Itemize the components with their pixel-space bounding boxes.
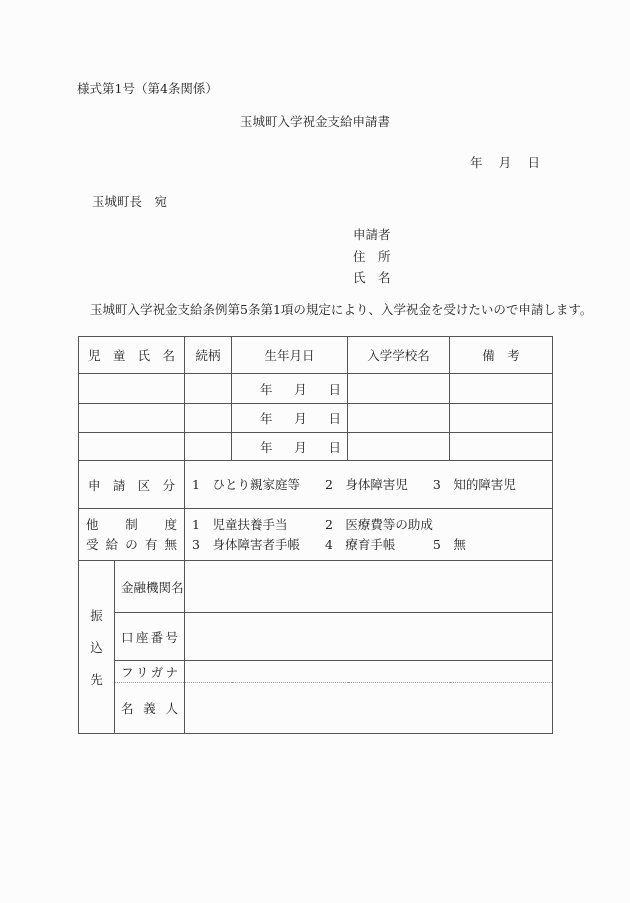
furigana-input-cell <box>185 661 553 683</box>
applicant-name-label: 氏 名 <box>353 270 391 286</box>
account-number-row <box>79 613 553 661</box>
child-name-input-cell <box>79 433 185 461</box>
header-school-name: 入学学校名 <box>348 337 450 374</box>
bank-name-input-cell <box>185 561 553 613</box>
transfer-destination-label: 振 込 先 <box>90 608 103 687</box>
header-relationship: 続柄 <box>185 337 232 374</box>
child-row <box>79 374 553 404</box>
account-holder-label: 名 義 人 <box>121 701 178 716</box>
remarks-input-cell <box>450 433 553 461</box>
children-table <box>78 336 553 734</box>
relationship-input-cell <box>185 374 232 404</box>
account-number-input-cell <box>185 613 553 661</box>
table-header-row <box>79 337 553 374</box>
account-holder-row <box>79 683 553 734</box>
account-holder-input-cell <box>185 683 553 734</box>
page-title: 玉城町入学祝金支給申請書 <box>239 114 390 129</box>
applicant-address-label: 住 所 <box>353 248 391 264</box>
child-name-input-cell <box>79 404 185 433</box>
birth-date-cell: 年 月 日 <box>260 439 341 455</box>
header-birth-date: 生年月日 <box>232 337 348 374</box>
date-field: 年 月 日 <box>470 155 540 170</box>
account-number-label: 口 座 番 号 <box>121 629 178 645</box>
child-row <box>79 404 553 433</box>
school-name-input-cell <box>348 404 450 433</box>
addressee: 玉城町長 宛 <box>92 194 168 209</box>
school-name-input-cell <box>348 433 450 461</box>
birth-date-cell: 年 月 日 <box>260 411 341 426</box>
birth-date-cell: 年 月 日 <box>260 381 341 397</box>
applicant-block <box>353 224 391 289</box>
application-category-row <box>79 461 553 509</box>
furigana-label: フ リ ガ ナ <box>121 664 178 680</box>
furigana-row <box>79 661 553 683</box>
remarks-input-cell <box>450 404 553 433</box>
application-category-label: 申 請 区 分 <box>88 477 175 493</box>
bank-name-label: 金 融 機 関 名 <box>121 579 184 595</box>
applicant-label: 申請者 <box>353 227 391 242</box>
body-text: 玉城町入学祝金支給条例第5条第1項の規定により、入学祝金を受けたいので申請します。 <box>90 302 593 317</box>
bank-name-row <box>79 561 553 613</box>
other-benefits-label: 他 制 度 受 給 の 有 無 <box>86 516 177 552</box>
other-benefits-row <box>79 509 553 561</box>
relationship-input-cell <box>185 433 232 461</box>
remarks-input-cell <box>450 374 553 404</box>
header-remarks: 備 考 <box>450 337 553 374</box>
other-benefits-options: 1 児童扶養手当 2 医療費等の助成 3 身体障害者手帳 4 療育手帳 5 無 <box>192 516 466 552</box>
children-table-wrap <box>78 336 553 734</box>
school-name-input-cell <box>348 374 450 404</box>
application-category-options: 1 ひとり親家庭等 2 身体障害児 3 知的障害児 <box>192 476 516 492</box>
header-child-name: 児 童 氏 名 <box>88 348 175 363</box>
child-row <box>79 433 553 461</box>
form-number: 様式第1号（第4条関係） <box>77 81 218 96</box>
relationship-input-cell <box>185 404 232 433</box>
child-name-input-cell <box>79 374 185 404</box>
